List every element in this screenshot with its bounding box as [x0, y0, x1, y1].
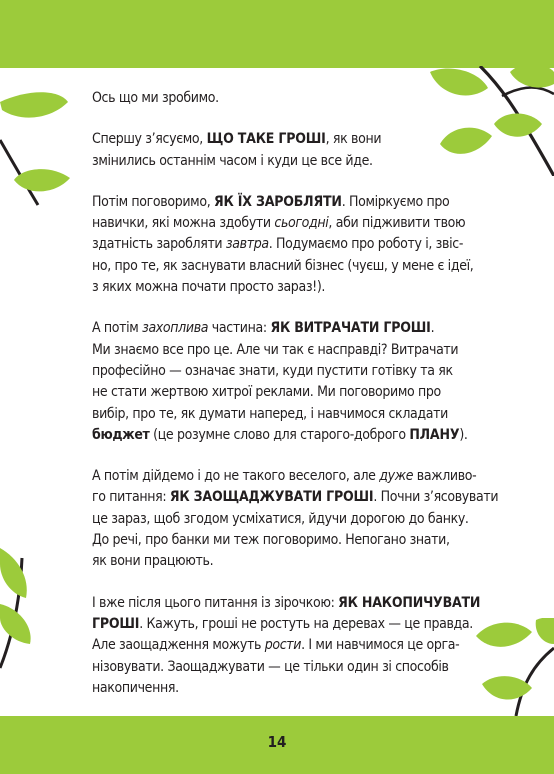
- leaf-branch-top-left: [0, 80, 80, 210]
- page-body: [92, 88, 499, 719]
- leaf-branch-bottom-right: [476, 618, 554, 716]
- paragraph-earning: [92, 192, 477, 298]
- text-line: Потім поговоримо, ЯК ЇХ ЗАРОБЛЯТИ. Поміркуємо про: [92, 193, 450, 210]
- highlight-heading: ЯК ВИТРАЧАТИ ГРОШІ: [270, 320, 431, 337]
- text-line: Але заощадження можуть рости. І ми навчимося це орга-: [92, 637, 460, 654]
- page-number: 14: [267, 733, 287, 751]
- text-line: здатність заробляти завтра. Подумаємо про роботу і, звіс-: [92, 236, 464, 253]
- text-line: навички, які можна здобути сьогодні, аби підживити твою: [92, 215, 466, 232]
- paragraph-spending: [92, 318, 477, 446]
- highlight-heading: ПЛАНУ: [409, 426, 460, 443]
- paragraph-what-is-money: [92, 129, 477, 172]
- text-line: це зараз, щоб згодом усміхатися, йдучи дорогою до банку.: [92, 510, 469, 527]
- paragraph-intro: [92, 88, 477, 109]
- text-line: го питання: ЯК ЗАОЩАДЖУВАТИ ГРОШІ. Почни з’ясовувати: [92, 489, 499, 506]
- text-line: змінились останнім часом і куди це все йде.: [92, 152, 373, 169]
- text-line: І вже після цього питання із зірочкою: ЯК НАКОПИЧУВАТИ: [92, 594, 481, 611]
- italic-word: сьогодні: [274, 215, 329, 232]
- text-line: як вони працюють.: [92, 553, 214, 570]
- text-line: бюджет (це розумне слово для старого-доброго ПЛАНУ).: [92, 426, 468, 443]
- text-line: не стати жертвою хитрої реклами. Ми поговоримо про: [92, 384, 441, 401]
- highlight-heading: ЯК НАКОПИЧУВАТИ: [338, 594, 481, 611]
- top-color-band: [0, 0, 554, 68]
- text-line: професійно — означає знати, куди пустити готівку та як: [92, 362, 453, 379]
- text-line: До речі, про банки ми теж поговоримо. Непогано знати,: [92, 532, 450, 549]
- italic-word: дуже: [379, 468, 414, 485]
- highlight-heading: ЯК ЗАОЩАДЖУВАТИ ГРОШІ: [169, 489, 374, 506]
- paragraph-saving: [92, 466, 499, 572]
- text-line: но, про те, як заснувати власний бізнес (чуєш, у мене є ідеї,: [92, 257, 474, 274]
- text-line: накопичення.: [92, 679, 179, 696]
- highlight-heading: ЩО ТАКЕ ГРОШІ: [206, 131, 326, 148]
- highlight-heading: ЯК ЇХ ЗАРОБЛЯТИ: [214, 193, 342, 210]
- text-line: Ми знаємо все про це. Але чи так є насправді? Витрачати: [92, 341, 459, 358]
- leaf-branch-bottom-left: [0, 548, 60, 680]
- text-line: вибір, про те, як думати наперед, і навчимося складати: [92, 405, 448, 422]
- text-line: нізовувати. Заощаджувати — це тільки один зі способів: [92, 658, 449, 675]
- italic-word: рости: [264, 637, 302, 654]
- text-line: А потім захоплива частина: ЯК ВИТРАЧАТИ ГРОШІ.: [92, 320, 435, 337]
- text-line: А потім дійдемо і до не такого веселого, але дуже важливо-: [92, 468, 477, 485]
- text-line: з яких можна почати просто зараз!).: [92, 279, 326, 296]
- paragraph-accumulating: [92, 593, 481, 699]
- italic-word: завтра: [225, 236, 269, 253]
- text-line: Спершу з’ясуємо, ЩО ТАКЕ ГРОШІ, як вони: [92, 131, 382, 148]
- text-line: ГРОШІ. Кажуть, гроші не ростуть на деревах — це правда.: [92, 615, 473, 632]
- bold-word: бюджет: [92, 426, 150, 443]
- highlight-heading: ГРОШІ: [92, 615, 140, 632]
- italic-word: захоплива: [142, 320, 209, 337]
- text-line: Ось що ми зробимо.: [92, 90, 219, 106]
